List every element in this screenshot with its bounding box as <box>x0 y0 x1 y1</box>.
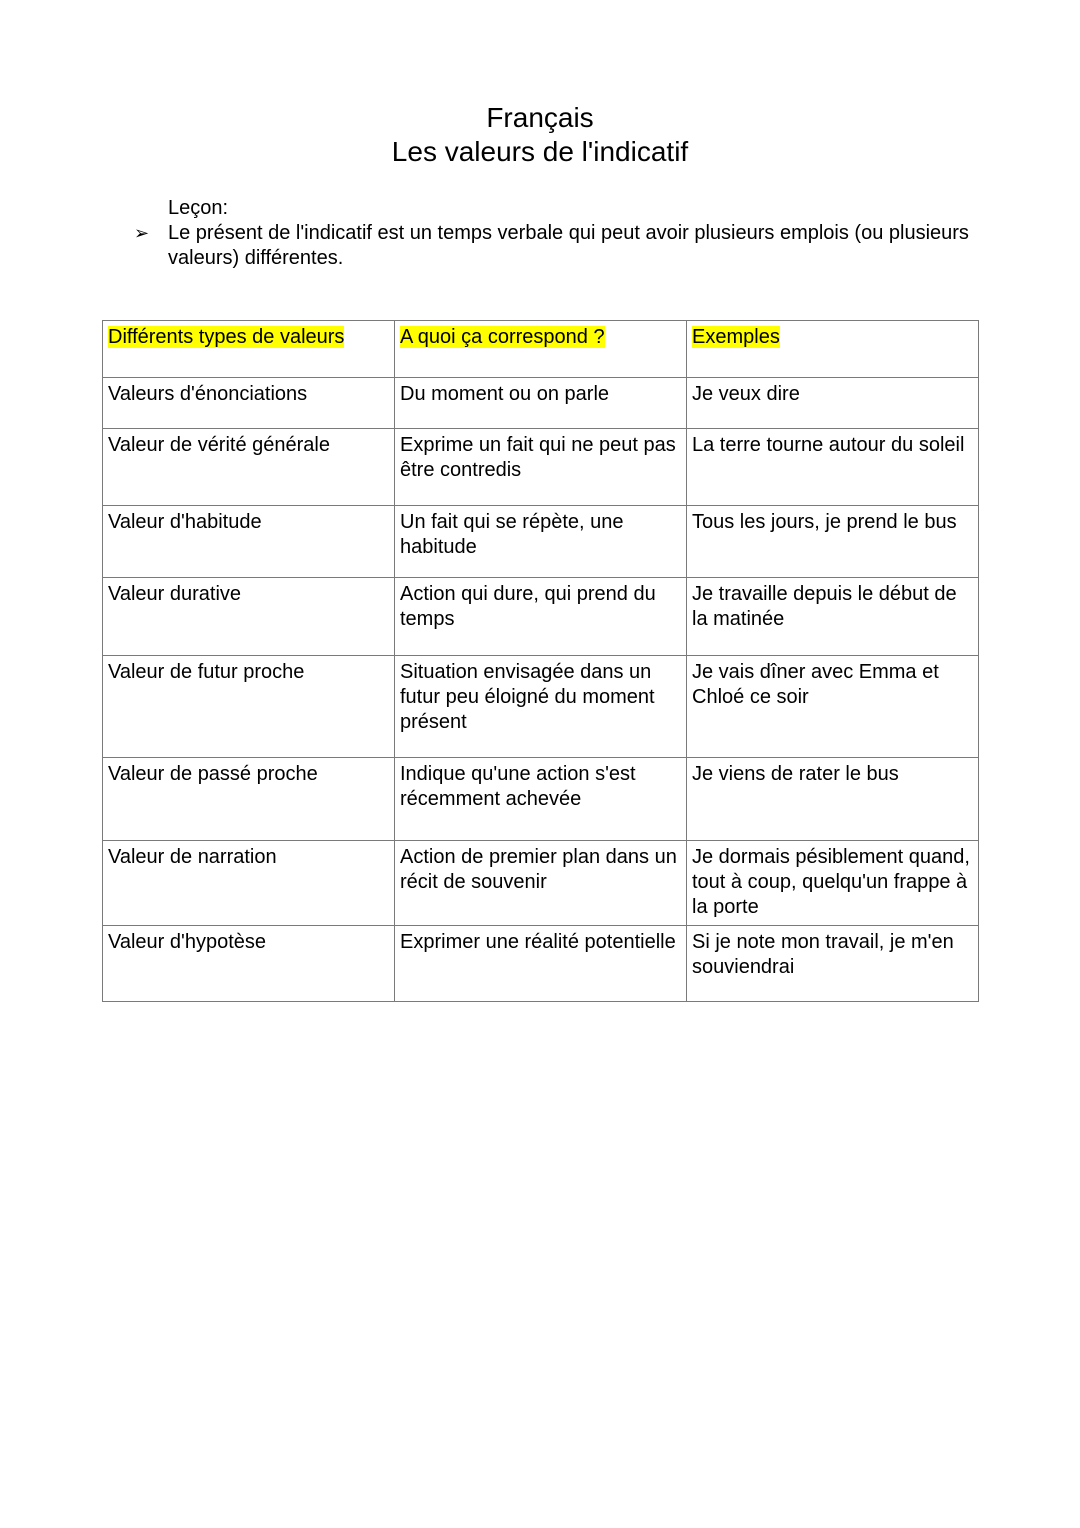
cell-meaning: Situation envisagée dans un futur peu éloigné du moment présent <box>395 656 687 758</box>
document-header <box>0 101 1080 169</box>
cell-example: Je travaille depuis le début de la matinée <box>687 578 979 656</box>
cell-meaning: Action qui dure, qui prend du temps <box>395 578 687 656</box>
cell-type: Valeur de vérité générale <box>103 429 395 506</box>
cell-example: Je vais dîner avec Emma et Chloé ce soir <box>687 656 979 758</box>
table-row <box>103 841 979 926</box>
cell-meaning: Indique qu'une action s'est récemment achevée <box>395 758 687 841</box>
table-row <box>103 656 979 758</box>
table-row <box>103 758 979 841</box>
cell-meaning: Action de premier plan dans un récit de souvenir <box>395 841 687 926</box>
header-types: Différents types de valeurs <box>108 326 345 348</box>
lesson-bullet-text: Le présent de l'indicatif est un temps verbale qui peut avoir plusieurs emplois (ou plusieurs valeurs) différentes. <box>168 222 969 269</box>
cell-example: Je veux dire <box>687 378 979 429</box>
cell-type: Valeur de narration <box>103 841 395 926</box>
values-table <box>102 320 979 1002</box>
table-header-row <box>103 321 979 378</box>
header-cell <box>395 321 687 378</box>
table-row <box>103 926 979 1002</box>
lesson-bullet <box>134 221 998 271</box>
cell-type: Valeur de passé proche <box>103 758 395 841</box>
cell-meaning: Du moment ou on parle <box>395 378 687 429</box>
cell-type: Valeur de futur proche <box>103 656 395 758</box>
cell-example: La terre tourne autour du soleil <box>687 429 979 506</box>
cell-type: Valeur durative <box>103 578 395 656</box>
subject-title: Français <box>486 102 594 133</box>
cell-meaning: Exprimer une réalité potentielle <box>395 926 687 1002</box>
header-correspond: A quoi ça correspond ? <box>400 326 605 348</box>
cell-example: Je dormais pésiblement quand, tout à coup, quelqu'un frappe à la porte <box>687 841 979 926</box>
lesson-label: Leçon: <box>168 197 229 219</box>
table-row <box>103 506 979 578</box>
arrowhead-bullet-icon: ➢ <box>134 223 150 243</box>
table-row <box>103 378 979 429</box>
cell-example: Si je note mon travail, je m'en souviendrai <box>687 926 979 1002</box>
cell-meaning: Un fait qui se répète, une habitude <box>395 506 687 578</box>
cell-type: Valeur d'habitude <box>103 506 395 578</box>
header-cell <box>103 321 395 378</box>
header-examples: Exemples <box>692 326 780 348</box>
cell-type: Valeurs d'énonciations <box>103 378 395 429</box>
cell-example: Tous les jours, je prend le bus <box>687 506 979 578</box>
page-title: Les valeurs de l'indicatif <box>391 136 689 167</box>
cell-type: Valeur d'hypotèse <box>103 926 395 1002</box>
cell-example: Je viens de rater le bus <box>687 758 979 841</box>
table-row <box>103 429 979 506</box>
lesson-section <box>134 196 998 271</box>
header-cell <box>687 321 979 378</box>
table-row <box>103 578 979 656</box>
cell-meaning: Exprime un fait qui ne peut pas être contredis <box>395 429 687 506</box>
